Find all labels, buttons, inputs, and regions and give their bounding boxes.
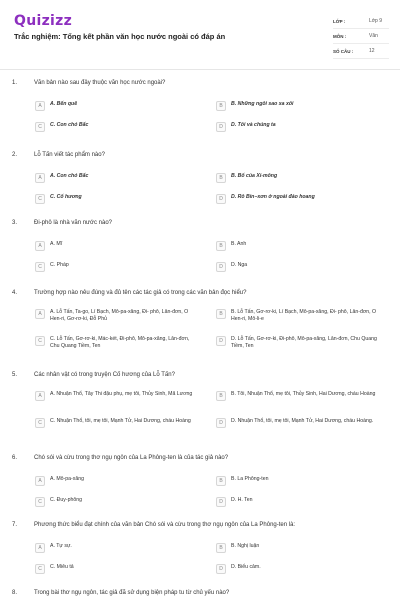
meta-label: SỐ CÂU : xyxy=(333,48,354,54)
meta-grade xyxy=(333,14,389,29)
answer-option-a[interactable] xyxy=(35,476,200,486)
question-header xyxy=(12,522,374,528)
meta-value: Văn xyxy=(369,33,378,39)
question-header xyxy=(12,220,374,226)
answer-option-d[interactable] xyxy=(216,336,381,350)
question-number: 6. xyxy=(12,455,18,461)
option-letter-box: B xyxy=(216,543,226,553)
option-letter-box: C xyxy=(35,497,45,507)
answer-option-b[interactable] xyxy=(216,309,381,323)
option-text: C. Pháp xyxy=(50,262,69,268)
option-text: C. Cố hương xyxy=(50,194,82,200)
option-text: A. Tự sự. xyxy=(50,543,72,549)
option-letter-box: B xyxy=(216,391,226,401)
option-text: C. Con chó Bấc xyxy=(50,122,89,128)
header-divider xyxy=(0,69,400,70)
option-text: B. Lỗ Tấn, Gơ-rơ-ki, Lí Bạch, Mô-pa-xăng, Đi- phô, Lân-đơn, O Hen-ri, Mô-li-e xyxy=(231,309,377,323)
option-text: A. Con chó Bấc xyxy=(50,173,89,179)
question-number: 1. xyxy=(12,80,18,86)
answer-option-a[interactable] xyxy=(35,101,200,111)
question-number: 7. xyxy=(12,522,18,528)
question-text: Trường hợp nào nêu đúng và đủ tên các tác giả có trong các văn bản đọc hiểu? xyxy=(34,290,247,296)
option-text: B. Những ngôi sao xa xôi xyxy=(231,101,294,107)
question-text: Phương thức biểu đạt chính của văn bản Chó sói và cừu trong thơ ngụ ngôn của La Phông-ten là: xyxy=(34,522,296,528)
answer-option-c[interactable] xyxy=(35,418,200,428)
question-header xyxy=(12,80,374,86)
meta-subject xyxy=(333,29,389,44)
question-number: 8. xyxy=(12,590,18,596)
option-letter-box: B xyxy=(216,173,226,183)
question-header xyxy=(12,152,374,158)
question-text: Chó sói và cừu trong thơ ngụ ngôn của La Phông-ten là của tác giả nào? xyxy=(34,455,229,461)
option-text: D. Biểu cảm. xyxy=(231,564,261,570)
option-text: C. Đuy-phông xyxy=(50,497,83,503)
meta-value: Lớp 9 xyxy=(369,18,383,24)
answer-option-a[interactable] xyxy=(35,543,200,553)
option-text: D. Lỗ Tấn, Gơ-rơ-ki, Đi-phô, Mô-pa-xăng, Lân-đơn, Chu Quang Tiềm, Ten xyxy=(231,336,377,350)
option-letter-box: C xyxy=(35,564,45,574)
option-letter-box: B xyxy=(216,476,226,486)
worksheet-meta xyxy=(333,14,389,59)
option-text: D. H. Ten xyxy=(231,497,253,503)
option-text: B. Tôi, Nhuận Thổ, mẹ tôi, Thủy Sinh, Hai Dương, cháu Hoàng xyxy=(231,391,376,397)
answer-option-a[interactable] xyxy=(35,309,200,323)
meta-value: 12 xyxy=(369,48,375,54)
option-letter-box: B xyxy=(216,241,226,251)
question-text: Các nhân vật có trong truyện Cố hương của Lỗ Tấn? xyxy=(34,372,175,378)
option-letter-box: C xyxy=(35,262,45,272)
option-letter-box: C xyxy=(35,336,45,346)
answer-option-c[interactable] xyxy=(35,262,200,272)
worksheet-title: Trắc nghiệm: Tổng kết phần văn học nước ngoài có đáp án xyxy=(14,32,226,41)
option-letter-box: D xyxy=(216,418,226,428)
question-text: Trong bài thơ ngụ ngôn, tác giả đã sử dụng biện pháp tu từ chủ yếu nào? xyxy=(34,590,230,596)
option-letter-box: C xyxy=(35,418,45,428)
answer-option-d[interactable] xyxy=(216,262,381,272)
answer-option-a[interactable] xyxy=(35,391,200,401)
meta-question-count xyxy=(333,44,389,59)
answer-option-b[interactable] xyxy=(216,476,381,486)
answer-option-c[interactable] xyxy=(35,336,200,350)
question-number: 4. xyxy=(12,290,18,296)
option-letter-box: D xyxy=(216,564,226,574)
option-text: D. Nga xyxy=(231,262,248,268)
answer-option-a[interactable] xyxy=(35,173,200,183)
option-text: A. Lỗ Tấn, Ta-go, Lí Bạch, Mô-pa-xăng, Đi- phô, Lân-đơn, O Hen-ri, Gơ-rơ-ki, Đỗ Phủ xyxy=(50,309,189,323)
option-letter-box: C xyxy=(35,122,45,132)
question-number: 5. xyxy=(12,372,18,378)
answer-option-d[interactable] xyxy=(216,194,381,204)
answer-option-b[interactable] xyxy=(216,241,381,251)
question-header xyxy=(12,290,374,296)
option-text: C. Miêu tả xyxy=(50,564,74,570)
option-text: A. Mô-pa-xăng xyxy=(50,476,85,482)
answer-option-c[interactable] xyxy=(35,497,200,507)
option-letter-box: A xyxy=(35,476,45,486)
quizizz-logo: Quizizz xyxy=(14,13,73,29)
option-letter-box: D xyxy=(216,262,226,272)
question-text: Lỗ Tấn viết tác phẩm nào? xyxy=(34,152,105,158)
answer-option-d[interactable] xyxy=(216,418,381,428)
answer-option-b[interactable] xyxy=(216,101,381,111)
question-text: Văn bản nào sau đây thuộc văn học nước ngoài? xyxy=(34,80,166,86)
answer-option-d[interactable] xyxy=(216,497,381,507)
option-text: A. Bến quê xyxy=(50,101,78,107)
option-letter-box: A xyxy=(35,309,45,319)
question-number: 2. xyxy=(12,152,18,158)
option-letter-box: B xyxy=(216,101,226,111)
answer-option-d[interactable] xyxy=(216,122,381,132)
option-text: A. Nhuận Thổ, Tây Thi đậu phụ, mẹ tôi, Thủy Sinh, Mã Lương xyxy=(50,391,193,397)
meta-label: MÔN : xyxy=(333,33,347,39)
option-text: A. Mĩ xyxy=(50,241,63,247)
option-text: B. La Phông-ten xyxy=(231,476,269,482)
question-number: 3. xyxy=(12,220,18,226)
meta-label: LỚP : xyxy=(333,18,346,24)
option-letter-box: D xyxy=(216,336,226,346)
option-letter-box: D xyxy=(216,122,226,132)
option-text: D. Nhuận Thổ, tôi, mẹ tôi, Mạnh Tử, Hai Dương, cháu Hoàng. xyxy=(231,418,374,424)
option-text: B. Bố của Xi-mông xyxy=(231,173,278,179)
option-text: D. Tôi và chúng ta xyxy=(231,122,276,128)
option-letter-box: B xyxy=(216,309,226,319)
option-letter-box: A xyxy=(35,543,45,553)
answer-option-c[interactable] xyxy=(35,564,200,574)
question-header xyxy=(12,590,374,596)
option-text: C. Lỗ Tấn, Gơ-rơ-ki, Mác-két, Đi-phô, Mô-pa-xăng, Lân-đơn, Chu Quang Tiềm, Ten xyxy=(50,336,190,350)
option-letter-box: C xyxy=(35,194,45,204)
answer-option-c[interactable] xyxy=(35,122,200,132)
question-text: Đi-phô là nhà văn nước nào? xyxy=(34,220,112,226)
answer-option-d[interactable] xyxy=(216,564,381,574)
option-text: D. Rô Bin−xơn ở ngoài đảo hoang xyxy=(231,194,315,200)
option-letter-box: A xyxy=(35,391,45,401)
option-letter-box: A xyxy=(35,173,45,183)
option-letter-box: A xyxy=(35,101,45,111)
option-letter-box: A xyxy=(35,241,45,251)
answer-option-b[interactable] xyxy=(216,543,381,553)
option-text: B. Nghị luận xyxy=(231,543,260,549)
answer-option-a[interactable] xyxy=(35,241,200,251)
answer-option-b[interactable] xyxy=(216,391,381,401)
question-header xyxy=(12,455,374,461)
option-text: B. Anh xyxy=(231,241,247,247)
answer-option-b[interactable] xyxy=(216,173,381,183)
option-text: C. Nhuận Thổ, tôi, mẹ tôi, Mạnh Tử, Hai Dương, cháu Hoàng xyxy=(50,418,191,424)
answer-option-c[interactable] xyxy=(35,194,200,204)
question-header xyxy=(12,372,374,378)
option-letter-box: D xyxy=(216,194,226,204)
option-letter-box: D xyxy=(216,497,226,507)
